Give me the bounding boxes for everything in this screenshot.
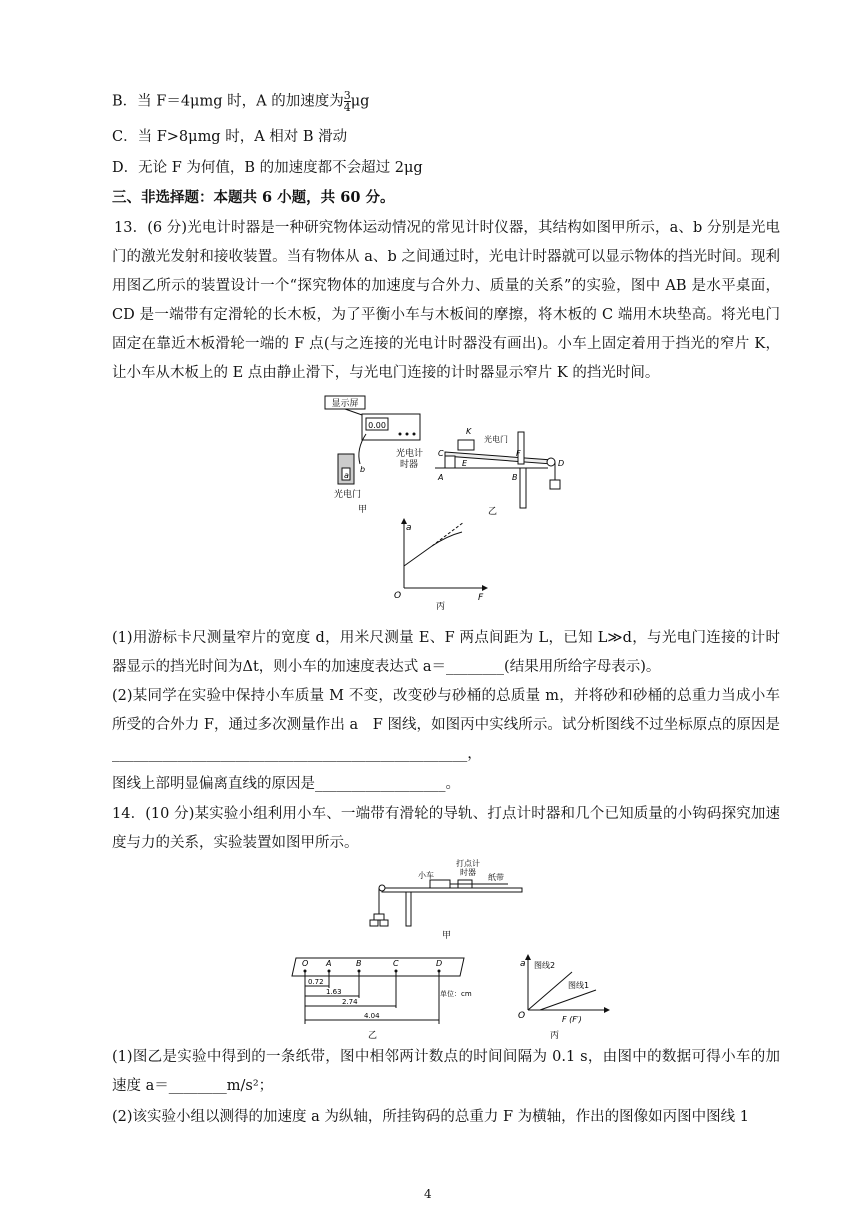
option-b-text: B．当 F＝4μmg 时，A 的加速度为 [112, 93, 344, 110]
svg-text:O: O [394, 591, 402, 601]
svg-text:丙: 丙 [436, 602, 446, 610]
q14-figure-apparatus [368, 858, 528, 942]
svg-text:F: F [478, 593, 484, 603]
svg-text:甲: 甲 [442, 931, 452, 941]
svg-text:F: F [516, 449, 521, 458]
svg-text:b: b [360, 465, 366, 474]
page-number: 4 [424, 1187, 432, 1201]
option-d: D．无论 F 为何值，B 的加速度都不会超过 2μg [112, 160, 423, 176]
q14-part2: (2)该实验小组以测得的加速度 a 为纵轴，所挂钩码的总重力 F 为横轴，作出的图像如丙图中图线 1 [112, 1109, 750, 1125]
svg-text:图线1: 图线1 [568, 981, 590, 990]
svg-text:丙: 丙 [550, 1031, 560, 1041]
timer-reading: 0.00 [368, 421, 386, 430]
svg-text:K: K [466, 427, 472, 436]
q14-paper-tape [286, 952, 472, 1042]
section-heading: 三、非选择题：本题共 6 小题，共 60 分。 [112, 189, 395, 206]
svg-text:甲: 甲 [358, 505, 368, 515]
q13-part2b: 图线上部明显偏离直线的原因是__________________。 [112, 776, 460, 792]
svg-text:打点计: 打点计 [456, 859, 480, 868]
svg-text:O: O [518, 1011, 526, 1021]
svg-text:乙: 乙 [368, 1031, 378, 1041]
svg-text:时器: 时器 [400, 460, 419, 470]
q13-part2: (2)某同学在实验中保持小车质量 M 不变，改变砂与砂桶的总质量 m，并将砂和砂桶的总重力当成小车所受的合外力 F，通过多次测量作出 a F 图线，如图丙中实线所示。试分析图线不过坐标原点的原因是_________________________________________________， [112, 688, 780, 762]
svg-text:A: A [326, 959, 332, 968]
svg-text:E: E [462, 459, 468, 468]
q13-stem: 13．(6 分)光电计时器是一种研究物体运动情况的常见计时仪器，其结构如图甲所示，a、b 分别是光电门的激光发射和接收装置。当有物体从 a、b 之间通过时，光电计时器就可以显示物体的挡光时间。现利用图乙所示的装置设计一个“探究物体的加速度与合外力、质量的关系”的实验，图中 AB 是水平桌面，CD 是一端带有定滑轮的长木板，为了平衡小车与木板间的摩擦，将木板的 C 端用木块垫高。将光电门固定在靠近木板滑轮一端的 F 点(与之连接的光电计时器没有画出)。小车上固定着用于挡光的窄片 K，让小车从木板上的 E 点由静止滑下，与光电门连接的计时器显示窄片 K 的挡光时间。 [112, 220, 780, 381]
fraction: $\frac{3}{4}$ [343, 89, 351, 114]
svg-text:D: D [436, 959, 443, 968]
svg-text:纸带: 纸带 [488, 873, 504, 882]
svg-text:F (F′): F (F′) [562, 1015, 582, 1024]
svg-text:光电计: 光电计 [396, 449, 424, 459]
svg-text:B: B [356, 959, 362, 968]
q13-part1: (1)用游标卡尺测量窄片的宽度 d，用米尺测量 E、F 两点间距为 L，已知 L≫d，与光电门连接的计时器显示的挡光时间为Δt，则小车的加速度表达式 a＝________(结果用所给字母表示)。 [112, 630, 780, 675]
svg-text:D: D [558, 459, 565, 468]
svg-text:0.72: 0.72 [308, 978, 324, 986]
option-b: B．当 F＝4μmg 时，A 的加速度为 $\frac{3}{4}$ μg [112, 89, 370, 114]
q14-stem: 14．(10 分)某实验小组利用小车、一端带有滑轮的导轨、打点计时器和几个已知质量的小钩码探究加速度与力的关系，实验装置如图甲所示。 [112, 806, 780, 851]
svg-text:光电门: 光电门 [334, 490, 362, 500]
q14-part1: (1)图乙是实验中得到的一条纸带，图中相邻两计数点的时间间隔为 0.1 s，由图中的数据可得小车的加速度 a＝________m/s²； [112, 1049, 780, 1094]
svg-text:a: a [520, 959, 526, 969]
option-c: C．当 F>8μmg 时，A 相对 B 滑动 [112, 129, 348, 145]
svg-text:小车: 小车 [418, 871, 434, 880]
svg-text:图线2: 图线2 [534, 961, 556, 970]
svg-text:光电门: 光电门 [484, 435, 508, 444]
svg-text:C: C [393, 959, 399, 968]
svg-text:4.04: 4.04 [364, 1012, 380, 1020]
svg-text:2.74: 2.74 [342, 998, 358, 1006]
svg-text:O: O [302, 959, 309, 968]
screen-label: 显示屏 [331, 399, 359, 409]
svg-text:时器: 时器 [460, 868, 476, 877]
svg-text:a: a [406, 523, 412, 533]
svg-text:A: A [438, 473, 444, 482]
svg-text:C: C [438, 449, 444, 458]
svg-text:a: a [344, 471, 349, 480]
svg-text:乙: 乙 [488, 507, 498, 517]
svg-text:单位：cm: 单位：cm [440, 990, 472, 998]
q13-graph [392, 518, 492, 610]
q14-graph [512, 954, 612, 1042]
svg-text:B: B [512, 473, 518, 482]
q13-figure-apparatus [320, 394, 580, 520]
svg-text:1.63: 1.63 [326, 988, 342, 996]
